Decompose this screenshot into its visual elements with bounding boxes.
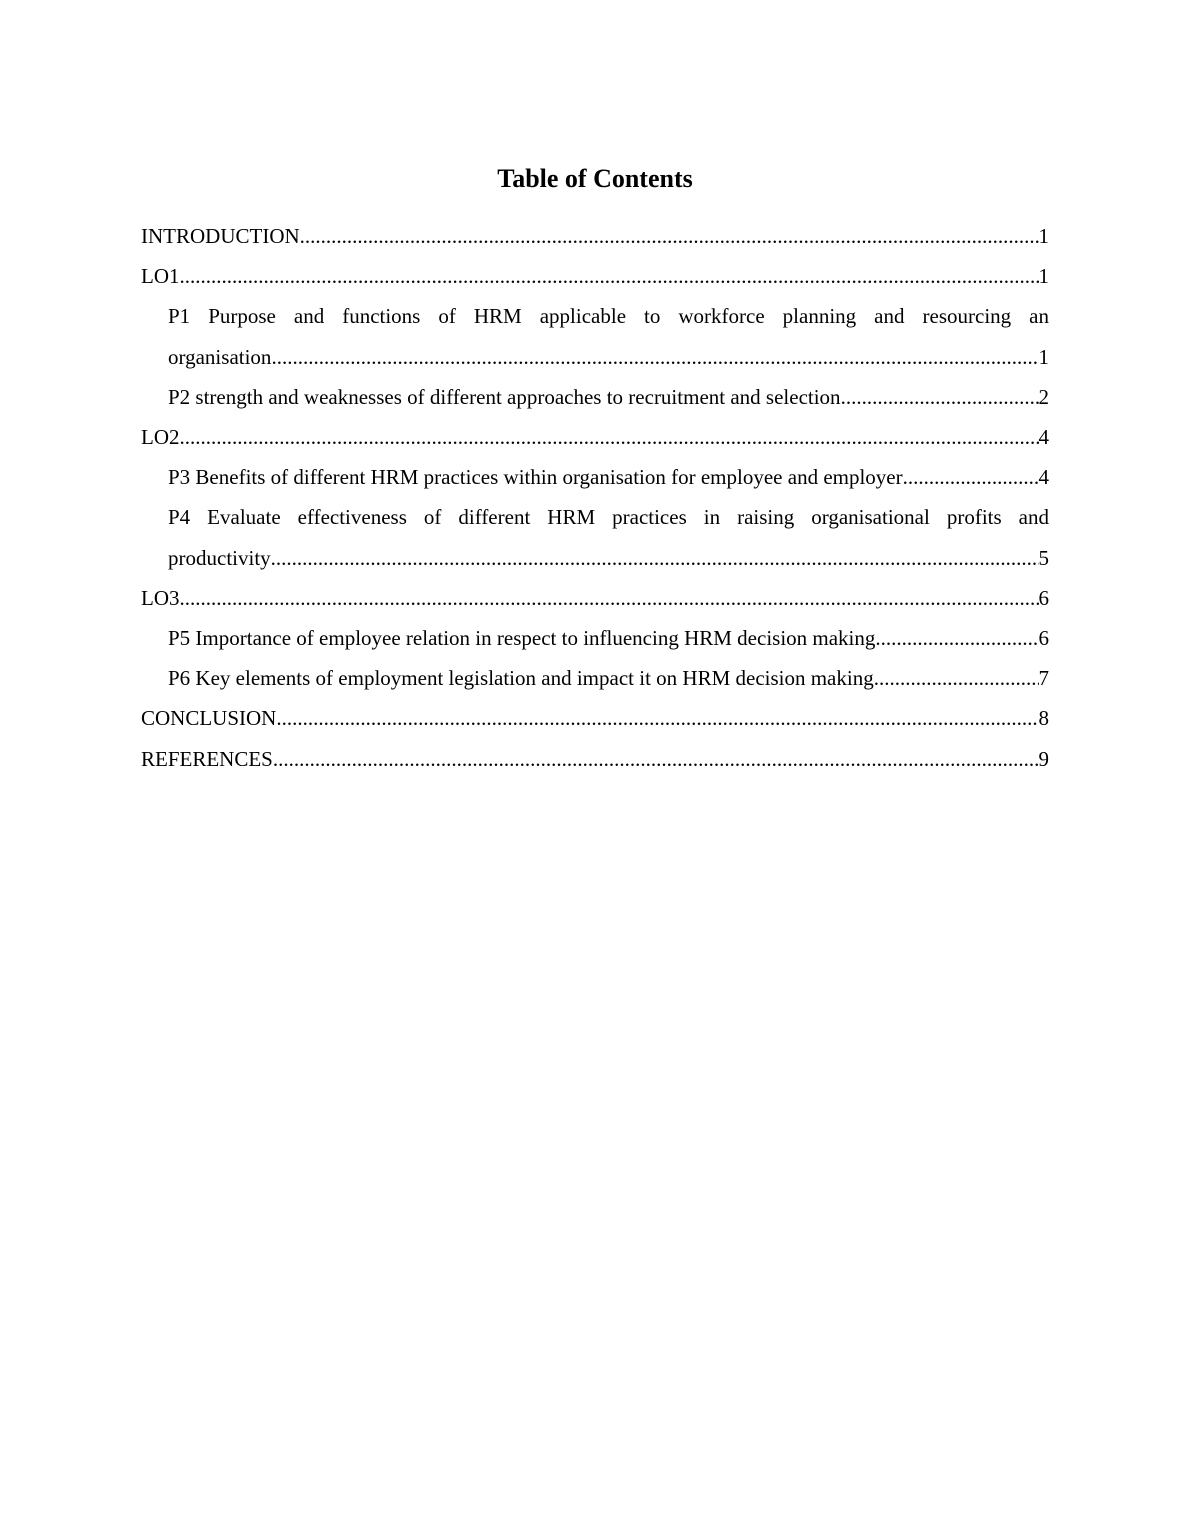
- toc-entry-last-line: [168, 538, 1049, 578]
- toc-entry-text-line1: P4 Evaluate effectiveness of different HRM practices in raising organisational profits and: [168, 505, 1049, 530]
- toc-entry-p5[interactable]: [141, 618, 1049, 658]
- toc-title: Table of Contents: [497, 164, 693, 193]
- toc-page-number: 1: [1038, 224, 1049, 248]
- toc-dot-leader: [273, 739, 1039, 779]
- toc-entry-introduction[interactable]: [141, 216, 1049, 256]
- toc-dot-leader: [300, 216, 1039, 256]
- toc-page-number: 1: [1038, 264, 1049, 289]
- toc-entry-p2[interactable]: [141, 377, 1049, 417]
- toc-entry-text: LO3: [141, 585, 180, 610]
- toc-entry-conclusion[interactable]: [141, 698, 1049, 738]
- toc-entry-text: INTRODUCTION: [141, 224, 300, 248]
- toc-page-number: 1: [1038, 344, 1049, 369]
- toc-page-number: 5: [1038, 545, 1049, 570]
- toc-entry-text-line2: productivity: [168, 545, 271, 570]
- toc-dot-leader: [875, 618, 1038, 658]
- toc-entry-lo1[interactable]: [141, 256, 1049, 296]
- toc-page-number: 9: [1038, 746, 1049, 771]
- toc-page-number: 2: [1038, 384, 1049, 409]
- toc-entry-last-line: [168, 337, 1049, 377]
- toc-entry-lo2[interactable]: [141, 417, 1049, 457]
- toc-dot-leader: [276, 698, 1038, 738]
- toc-entry-lo3[interactable]: [141, 578, 1049, 618]
- toc-list: [141, 216, 1049, 779]
- toc-dot-leader: [180, 417, 1039, 457]
- toc-entry-p3[interactable]: [141, 457, 1049, 497]
- toc-page-number: 8: [1038, 706, 1049, 731]
- toc-entry-text: P6 Key elements of employment legislation and impact it on HRM decision making: [168, 666, 874, 691]
- toc-entry-text: P5 Importance of employee relation in respect to influencing HRM decision making: [168, 626, 876, 651]
- toc-entry-text-line1: P1 Purpose and functions of HRM applicable to workforce planning and resourcing an: [168, 304, 1049, 329]
- toc-entry-p1[interactable]: [141, 296, 1049, 376]
- toc-page-number: 4: [1038, 425, 1049, 450]
- toc-dot-leader: [271, 538, 1039, 578]
- toc-entry-text: CONCLUSION: [141, 706, 277, 731]
- toc-entry-references[interactable]: [141, 739, 1049, 779]
- toc-entry-p6[interactable]: [141, 658, 1049, 698]
- toc-page-number: 7: [1038, 666, 1049, 691]
- toc-entry-p4[interactable]: [141, 497, 1049, 577]
- toc-entry-text-line2: organisation: [168, 344, 272, 369]
- toc-dot-leader: [271, 337, 1038, 377]
- toc-dot-leader: [874, 658, 1039, 698]
- toc-dot-leader: [841, 377, 1039, 417]
- toc-entry-text: REFERENCES: [141, 746, 273, 771]
- toc-dot-leader: [903, 457, 1039, 497]
- toc-entry-text: LO2: [141, 425, 180, 450]
- toc-page-number: 6: [1038, 626, 1049, 651]
- toc-dot-leader: [180, 256, 1039, 296]
- toc-dot-leader: [180, 578, 1039, 618]
- toc-entry-text: P2 strength and weaknesses of different approaches to recruitment and selection: [168, 384, 841, 409]
- toc-entry-text: LO1: [141, 264, 180, 289]
- toc-page-number: 6: [1038, 585, 1049, 610]
- toc-entry-text: P3 Benefits of different HRM practices within organisation for employee and employer: [168, 465, 903, 490]
- toc-page-number: 4: [1038, 465, 1049, 490]
